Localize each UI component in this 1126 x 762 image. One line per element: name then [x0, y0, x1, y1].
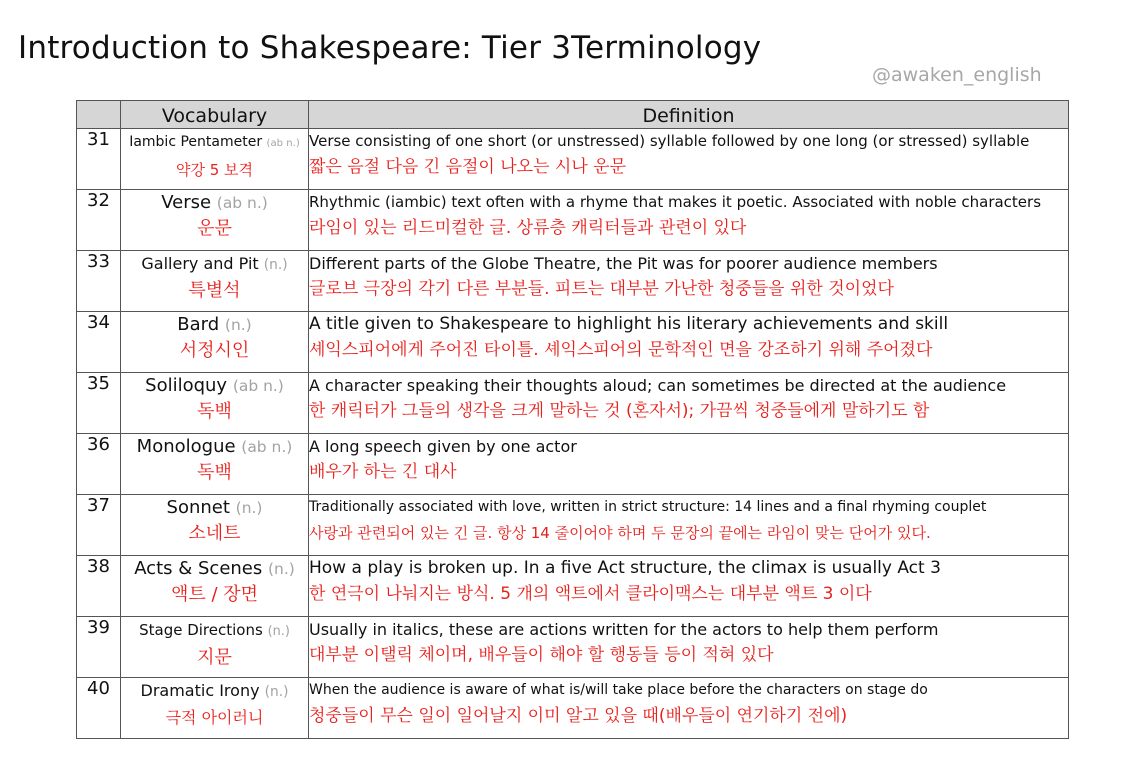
table-header-row — [77, 101, 1069, 129]
term-korean: 운문 — [197, 218, 232, 239]
part-of-speech: (n.) — [267, 624, 290, 639]
part-of-speech: (n.) — [263, 257, 288, 273]
term-cell — [121, 556, 309, 617]
table-row — [77, 617, 1069, 678]
part-of-speech: (ab n.) — [216, 194, 268, 212]
definition-korean: 라임이 있는 리드미컬한 글. 상류층 캐릭터들과 관련이 있다 — [309, 218, 747, 238]
term-korean: 소네트 — [188, 523, 241, 544]
row-number: 33 — [77, 251, 121, 312]
term-text: Stage Directions — [139, 621, 263, 639]
term-english — [121, 129, 308, 157]
term-text: Gallery and Pit — [141, 254, 259, 273]
row-number: 31 — [77, 129, 121, 190]
header-number — [77, 101, 121, 129]
row-number: 37 — [77, 495, 121, 556]
definition-cell — [309, 678, 1069, 739]
term-english — [121, 434, 308, 460]
term-cell — [121, 373, 309, 434]
term-text: Dramatic Irony — [140, 681, 260, 700]
term-korean: 액트 / 장면 — [170, 584, 259, 605]
definition-korean: 대부분 이탤릭 체이며, 배우들이 해야 할 행동들 등이 적혀 있다 — [309, 645, 774, 665]
table-row — [77, 373, 1069, 434]
table-row — [77, 495, 1069, 556]
part-of-speech: (ab n.) — [266, 138, 300, 149]
table-row — [77, 251, 1069, 312]
term-cell — [121, 678, 309, 739]
definition-cell — [309, 617, 1069, 678]
term-cell — [121, 434, 309, 495]
term-english — [121, 190, 308, 216]
term-cell — [121, 312, 309, 373]
definition-english: Rhythmic (iambic) text often with a rhyme that makes it poetic. Associated with noble characters — [309, 193, 1042, 211]
definition-korean: 사랑과 관련되어 있는 긴 글. 항상 14 줄이어야 하며 두 문장의 끝에는 라임이 맞는 단어가 있다. — [309, 524, 931, 542]
term-english — [121, 495, 308, 521]
definition-korean: 한 캐릭터가 그들의 생각을 크게 말하는 것 (혼자서); 가끔씩 청중들에게 말하기도 함 — [309, 401, 930, 421]
term-english — [121, 251, 308, 278]
row-number: 39 — [77, 617, 121, 678]
part-of-speech: (ab n.) — [241, 438, 293, 456]
vocabulary-table — [76, 100, 1069, 739]
term-english — [121, 556, 308, 582]
header-definition: Definition — [309, 101, 1069, 129]
table-row — [77, 434, 1069, 495]
term-cell — [121, 129, 309, 190]
definition-english: A character speaking their thoughts aloud; can sometimes be directed at the audience — [309, 376, 1007, 395]
term-korean: 극적 아이러니 — [165, 708, 264, 727]
term-text: Sonnet — [166, 497, 230, 518]
term-text: Verse — [161, 192, 212, 213]
definition-cell — [309, 373, 1069, 434]
term-cell — [121, 251, 309, 312]
table-row — [77, 678, 1069, 739]
term-korean: 독백 — [197, 462, 232, 483]
term-cell — [121, 617, 309, 678]
term-english — [121, 678, 308, 705]
term-cell — [121, 190, 309, 251]
term-text: Soliloquy — [145, 375, 228, 396]
definition-cell — [309, 495, 1069, 556]
table-row — [77, 129, 1069, 190]
row-number: 32 — [77, 190, 121, 251]
term-text: Acts & Scenes — [134, 558, 263, 579]
term-korean: 지문 — [197, 647, 232, 668]
definition-english: A title given to Shakespeare to highlight his literary achievements and skill — [309, 314, 949, 334]
table-row — [77, 556, 1069, 617]
row-number: 34 — [77, 312, 121, 373]
table-row — [77, 190, 1069, 251]
definition-english: A long speech given by one actor — [309, 437, 577, 456]
definition-korean: 짧은 음절 다음 긴 음절이 나오는 시나 운문 — [309, 157, 627, 177]
row-number: 35 — [77, 373, 121, 434]
part-of-speech: (n.) — [235, 499, 263, 517]
term-cell — [121, 495, 309, 556]
term-text: Monologue — [136, 436, 236, 457]
term-english — [121, 617, 308, 645]
definition-korean: 글로브 극장의 각기 다른 부분들. 피트는 대부분 가난한 청중들을 위한 것이었다 — [309, 279, 894, 299]
table-row — [77, 312, 1069, 373]
social-handle: @awaken_english — [872, 64, 1042, 86]
term-korean: 서정시인 — [179, 340, 250, 361]
definition-cell — [309, 434, 1069, 495]
definition-cell — [309, 190, 1069, 251]
term-korean: 약강 5 보격 — [175, 161, 254, 179]
part-of-speech: (n.) — [264, 684, 289, 700]
definition-english: Traditionally associated with love, written in strict structure: 14 lines and a final rhyming couplet — [309, 499, 987, 515]
definition-english: How a play is broken up. In a five Act structure, the climax is usually Act 3 — [309, 558, 941, 578]
term-text: Bard — [177, 314, 220, 335]
row-number: 36 — [77, 434, 121, 495]
term-english — [121, 312, 308, 338]
part-of-speech: (ab n.) — [232, 377, 284, 395]
header-vocabulary: Vocabulary — [121, 101, 309, 129]
row-number: 40 — [77, 678, 121, 739]
term-english — [121, 373, 308, 399]
definition-korean: 한 연극이 나눠지는 방식. 5 개의 액트에서 클라이맥스는 대부분 액트 3 이다 — [309, 584, 872, 604]
part-of-speech: (n.) — [268, 560, 295, 578]
row-number: 38 — [77, 556, 121, 617]
term-korean: 특별석 — [188, 280, 241, 301]
definition-cell — [309, 251, 1069, 312]
definition-english: Verse consisting of one short (or unstressed) syllable followed by one long (or stressed) syllable — [309, 132, 1030, 150]
definition-cell — [309, 556, 1069, 617]
definition-korean: 셰익스피어에게 주어진 타이틀. 셰익스피어의 문학적인 면을 강조하기 위해 주어졌다 — [309, 340, 933, 360]
definition-english: Usually in italics, these are actions written for the actors to help them perform — [309, 620, 939, 639]
part-of-speech: (n.) — [224, 316, 252, 334]
definition-cell — [309, 312, 1069, 373]
definition-korean: 배우가 하는 긴 대사 — [309, 462, 457, 482]
definition-english: When the audience is aware of what is/will take place before the characters on stage do — [309, 682, 928, 698]
term-text: Iambic Pentameter — [129, 134, 263, 150]
definition-cell — [309, 129, 1069, 190]
term-korean: 독백 — [197, 401, 232, 422]
definition-korean: 청중들이 무슨 일이 일어날지 이미 알고 있을 때(배우들이 연기하기 전에) — [309, 706, 848, 726]
page-title: Introduction to Shakespeare: Tier 3Terminology — [18, 30, 762, 66]
definition-english: Different parts of the Globe Theatre, the Pit was for poorer audience members — [309, 254, 938, 273]
